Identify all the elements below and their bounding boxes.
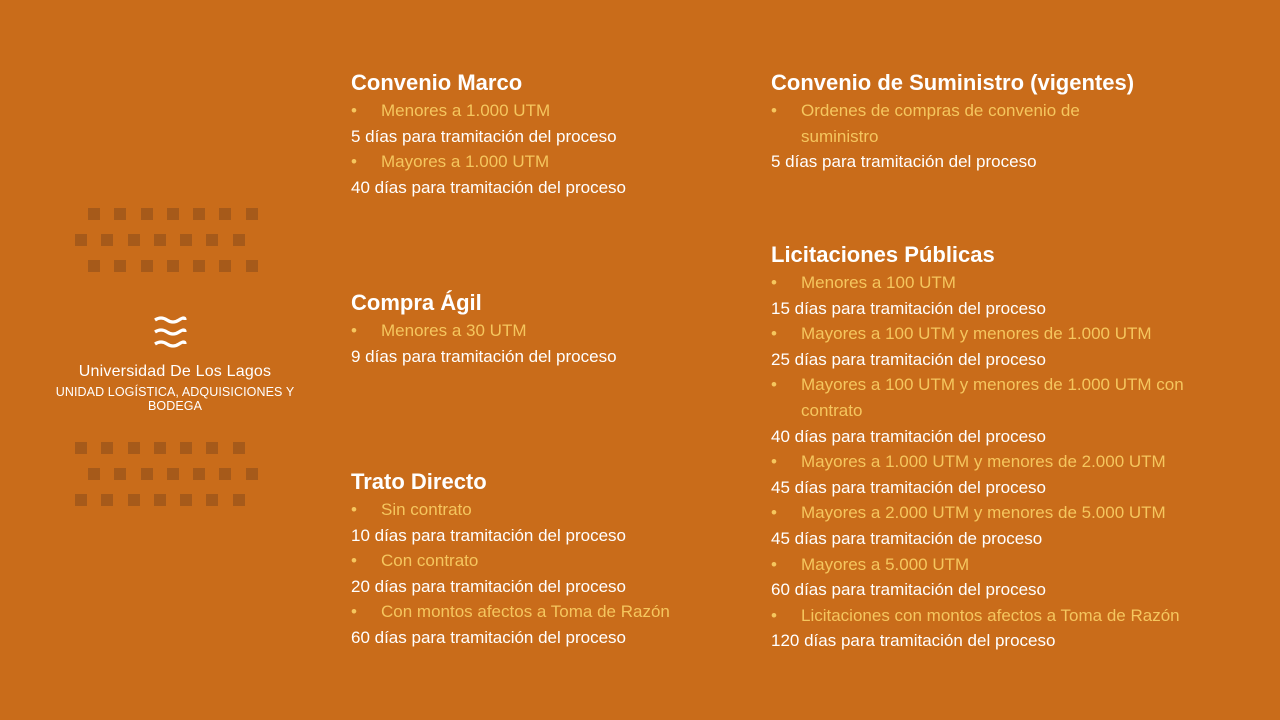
criteria-bullet: • Mayores a 1.000 UTM y menores de 2.000 UTM	[771, 449, 1231, 475]
processing-time-text: 60 días para tramitación del proceso	[771, 580, 1046, 600]
decorative-square	[154, 494, 166, 506]
university-unit: UNIDAD LOGÍSTICA, ADQUISICIONES Y BODEGA	[55, 385, 295, 413]
decorative-square	[233, 234, 245, 246]
decorative-square	[206, 442, 218, 454]
criteria-bullet: • Menores a 30 UTM	[351, 318, 751, 344]
criteria-bullet: • Con contrato	[351, 548, 751, 574]
processing-time-text: 5 días para tramitación del proceso	[771, 152, 1037, 172]
decorative-square	[114, 468, 126, 480]
processing-time-text: 45 días para tramitación del proceso	[771, 477, 1046, 497]
decorative-square	[193, 468, 205, 480]
decorative-square	[180, 442, 192, 454]
section-compra-agil	[351, 288, 751, 369]
section-trato-directo	[351, 467, 751, 651]
decorative-square	[167, 208, 179, 220]
decorative-square	[246, 208, 258, 220]
criteria-bullet: • Mayores a 100 UTM y menores de 1.000 UTM	[771, 321, 1231, 347]
processing-time-text: 60 días para tramitación del proceso	[351, 627, 626, 647]
decorative-square	[219, 208, 231, 220]
criteria-bullet: • Mayores a 2.000 UTM y menores de 5.000 UTM	[771, 500, 1231, 526]
decorative-square	[154, 234, 166, 246]
processing-time-text: 20 días para tramitación del proceso	[351, 576, 626, 596]
criteria-bullet: • Mayores a 100 UTM y menores de 1.000 UTM con contrato	[771, 372, 1231, 423]
processing-time-text: 10 días para tramitación del proceso	[351, 525, 626, 545]
decorative-square	[206, 494, 218, 506]
decorative-square	[101, 494, 113, 506]
dot-pattern-bottom-2	[88, 468, 258, 480]
decorative-square	[180, 494, 192, 506]
decorative-square	[219, 468, 231, 480]
section-title: Licitaciones Públicas	[771, 242, 995, 267]
criteria-bullet: • Ordenes de compras de convenio de suministro	[771, 98, 1131, 149]
decorative-square	[141, 260, 153, 272]
criteria-bullet: • Mayores a 1.000 UTM	[351, 149, 751, 175]
decorative-square	[167, 468, 179, 480]
decorative-square	[114, 260, 126, 272]
dot-pattern-top-1	[88, 208, 258, 220]
decorative-square	[88, 208, 100, 220]
dot-pattern-bottom-1	[75, 442, 245, 454]
ulagos-waves-icon	[152, 315, 188, 360]
processing-time-text: 9 días para tramitación del proceso	[351, 346, 617, 366]
section-title: Trato Directo	[351, 469, 487, 494]
decorative-square	[167, 260, 179, 272]
section-convenio-marco	[351, 68, 751, 200]
criteria-bullet: • Mayores a 5.000 UTM	[771, 552, 1231, 578]
decorative-square	[193, 208, 205, 220]
decorative-square	[88, 260, 100, 272]
decorative-square	[233, 442, 245, 454]
section-licitaciones	[771, 240, 1231, 654]
criteria-bullet: • Sin contrato	[351, 497, 751, 523]
processing-time-text: 120 días para tramitación del proceso	[771, 631, 1056, 651]
criteria-bullet: • Menores a 1.000 UTM	[351, 98, 751, 124]
decorative-square	[246, 468, 258, 480]
decorative-square	[101, 442, 113, 454]
dot-pattern-bottom-3	[75, 494, 245, 506]
processing-time-text: 40 días para tramitación del proceso	[771, 426, 1046, 446]
decorative-square	[141, 468, 153, 480]
decorative-square	[101, 234, 113, 246]
processing-time-text: 5 días para tramitación del proceso	[351, 126, 617, 146]
processing-time-text: 15 días para tramitación del proceso	[771, 298, 1046, 318]
criteria-bullet: • Menores a 100 UTM	[771, 270, 1231, 296]
decorative-square	[141, 208, 153, 220]
decorative-square	[180, 234, 192, 246]
dot-pattern-top-2	[75, 234, 245, 246]
decorative-square	[114, 208, 126, 220]
decorative-square	[219, 260, 231, 272]
decorative-square	[154, 442, 166, 454]
criteria-bullet: • Con montos afectos a Toma de Razón	[351, 599, 751, 625]
processing-time-text: 40 días para tramitación del proceso	[351, 177, 626, 197]
decorative-square	[233, 494, 245, 506]
university-name: Universidad De Los Lagos	[78, 363, 272, 380]
decorative-square	[88, 468, 100, 480]
criteria-bullet: • Licitaciones con montos afectos a Toma de Razón	[771, 603, 1231, 629]
decorative-square	[75, 234, 87, 246]
section-title: Convenio Marco	[351, 70, 523, 95]
decorative-square	[75, 442, 87, 454]
decorative-square	[128, 442, 140, 454]
section-convenio-suministro	[771, 68, 1135, 175]
decorative-square	[75, 494, 87, 506]
dot-pattern-top-3	[88, 260, 258, 272]
processing-time-text: 45 días para tramitación de proceso	[771, 528, 1043, 548]
section-title: Compra Ágil	[351, 290, 482, 315]
university-logo	[30, 205, 320, 515]
processing-time-text: 25 días para tramitación del proceso	[771, 349, 1046, 369]
decorative-square	[128, 494, 140, 506]
section-title: Convenio de Suministro (vigentes)	[771, 70, 1135, 95]
decorative-square	[206, 234, 218, 246]
decorative-square	[246, 260, 258, 272]
decorative-square	[128, 234, 140, 246]
decorative-square	[193, 260, 205, 272]
